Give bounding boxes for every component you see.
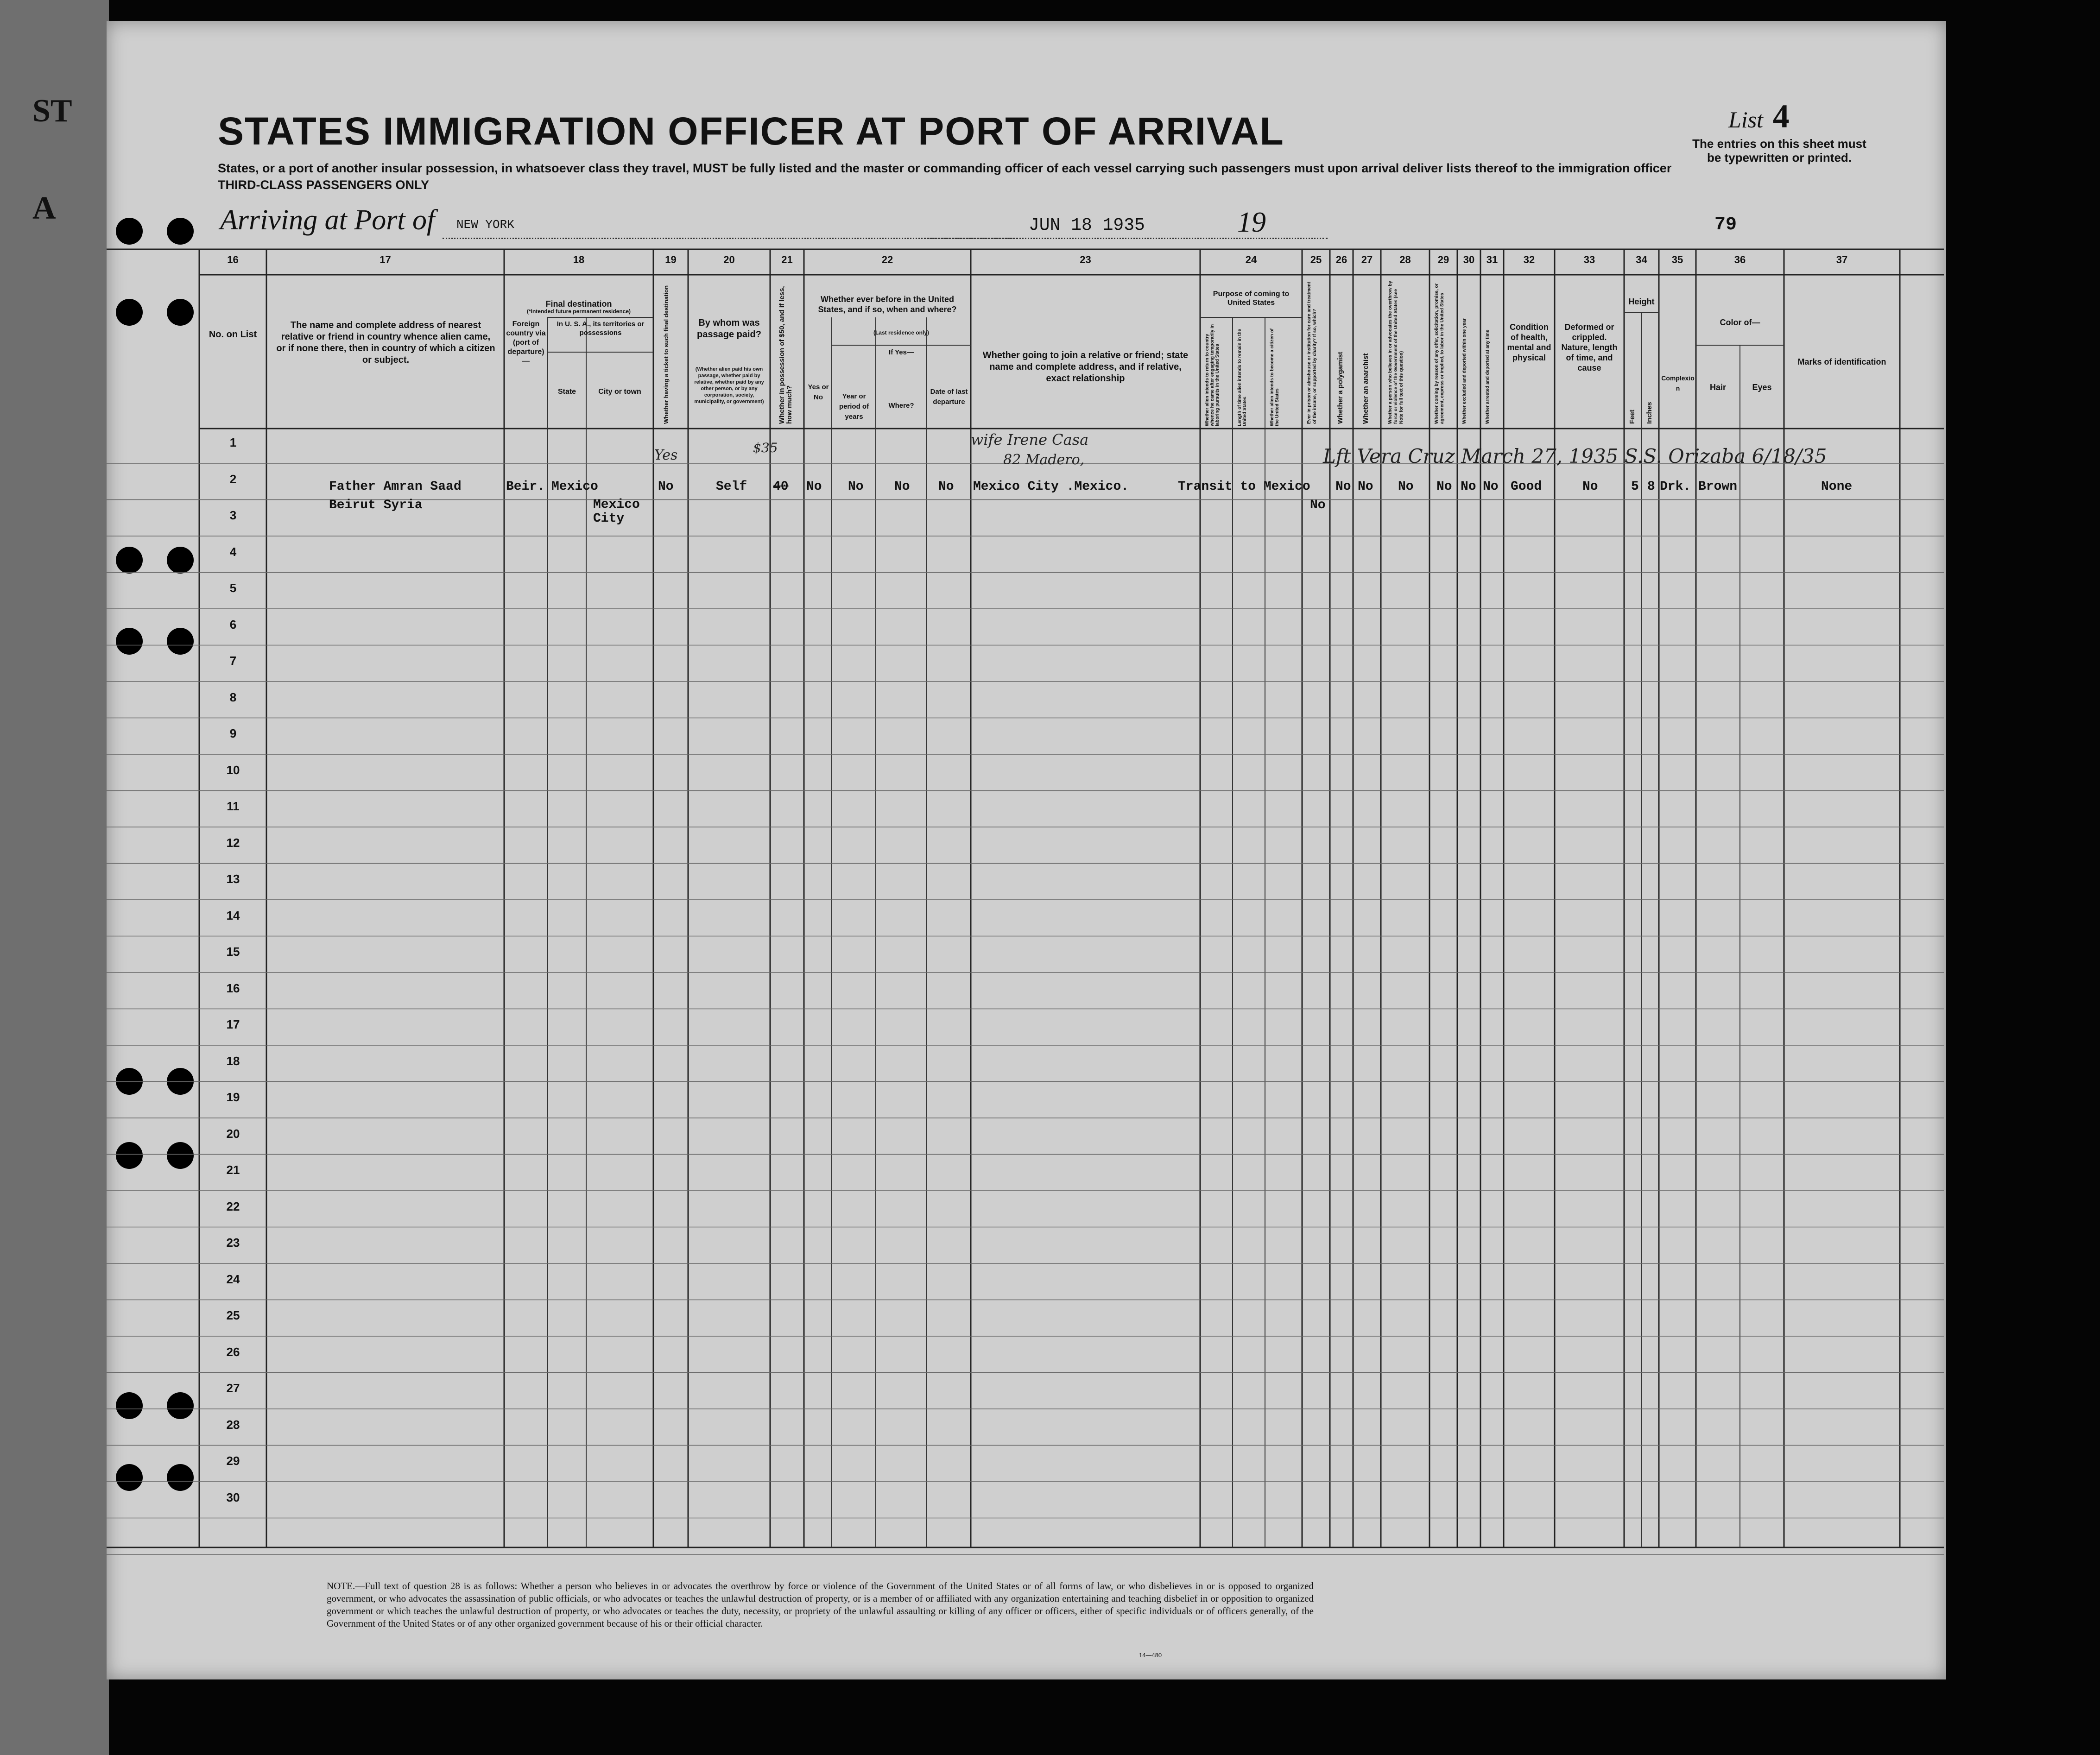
col-21-label: Whether in possession of $50, and if less, how much?	[778, 286, 793, 424]
col-18-usa: In U. S. A., its territories or possessions	[557, 320, 645, 337]
col-18-number: 18	[573, 254, 585, 265]
row-number: 3	[229, 508, 237, 522]
col-18-label: Final destination	[545, 299, 612, 309]
instructions-line-1: States, or a port of another insular possession, in whatsoever class they travel, MUST be fully listed and the master or commanding officer of each vessel carrying such passengers must upon arrival deliver lists thereof to the immigration officer	[218, 161, 1672, 175]
col-19-label: Whether having a ticket to such final destination	[663, 285, 670, 424]
money: 40	[773, 480, 789, 494]
col-34-number: 34	[1636, 254, 1647, 265]
row-number: 11	[227, 799, 240, 813]
height-feet: 5	[1631, 480, 1639, 494]
row-number: 23	[226, 1236, 240, 1250]
destination-city: Mexico City	[593, 498, 640, 526]
col-31-number: 31	[1486, 254, 1498, 265]
col-34-label: Height	[1628, 297, 1655, 306]
page-title: STATES IMMIGRATION OFFICER AT PORT OF ARRIVAL	[218, 109, 1284, 153]
col-36-label: Color of—	[1720, 318, 1760, 327]
row-number: 30	[226, 1490, 240, 1504]
row-number: 20	[226, 1126, 240, 1141]
col-36-number: 36	[1734, 254, 1746, 265]
col-22-ifyes: If Yes—	[889, 348, 914, 356]
row-number: 27	[226, 1381, 240, 1395]
col-17-label: The name and complete address of nearest relative or friend in country whence alien came, or if none there, then in country of which a citizen or subject.	[276, 320, 495, 365]
list-note: The entries on this sheet must be typewritten or printed.	[1692, 137, 1866, 164]
col-32-number: 32	[1523, 254, 1535, 265]
col-22-date: Date of last departure	[930, 388, 968, 406]
previous-page-edge	[0, 0, 109, 1755]
join-relative-handwritten-2: 82 Madero,	[1003, 452, 1085, 468]
arrival-date: JUN 18 1935	[1029, 215, 1145, 235]
col-30-number: 30	[1463, 254, 1475, 265]
previous-page-fragment: ST	[32, 93, 72, 129]
row-number: 14	[226, 908, 240, 922]
port-value: NEW YORK	[456, 218, 514, 232]
row-number: 8	[229, 690, 237, 704]
purpose-line-2: No	[1310, 498, 1326, 512]
join-relative: Mexico City .Mexico.	[973, 480, 1129, 494]
page-number: 79	[1714, 215, 1737, 235]
ever-before: No	[806, 480, 822, 494]
col-36-hair: Hair	[1709, 383, 1726, 392]
manifest-sheet	[107, 21, 1946, 1679]
row-number: 7	[229, 654, 237, 668]
col-37-label: Marks of identification	[1797, 357, 1886, 366]
col-22-yesno: Yes or No	[808, 383, 829, 401]
col-18-sub: (*Intended future permanent residence)	[526, 308, 631, 315]
marks: None	[1821, 480, 1853, 494]
row-number: 1	[229, 436, 237, 449]
table-grid	[107, 21, 1946, 1679]
col-34-inches: Inches	[1645, 402, 1653, 424]
col-18-state: State	[557, 388, 576, 396]
col-22-sub: (Last residence only)	[873, 329, 930, 336]
height-inches: 8	[1647, 480, 1655, 494]
col-26-label: Whether a polygamist	[1336, 352, 1344, 424]
relative-name: Father Amran Saad	[329, 480, 462, 494]
row-number: 29	[226, 1454, 240, 1468]
row-number: 2	[229, 472, 237, 486]
col-30-label: Whether excluded and deported within one year	[1462, 318, 1467, 424]
col-25-number: 25	[1310, 254, 1322, 265]
row-number: 4	[229, 544, 237, 559]
row-number: 10	[226, 763, 240, 777]
footer-note: NOTE.—Full text of question 28 is as follows: Whether a person who believes in or advocates the overthrow by force or violence of the Government of the United States or of all forms of law, or who disbelieves in or is opposed to organized government, or who advocates the assassination of public officials, or who advocates or teaches the unlawful destruction of property, or is a member of or affiliated with any organization entertaining and teaching disbelief in or opposition to organized government or which teaches the unlawful destruction of property, or who advocates or teaches the duty, necessity, or propriety of the unlawful assaulting or killing of any officer or officers, either of specific individuals or of officers generally, of the Government of the United States or of any other organized government because of his or their official character.	[327, 1580, 1314, 1629]
form-number: 14—480	[1139, 1652, 1162, 1659]
col-27-number: 27	[1361, 254, 1373, 265]
row-number: 6	[229, 617, 237, 631]
col-26-number: 26	[1335, 254, 1347, 265]
col-20-label: By whom was passage paid?	[697, 318, 761, 340]
row-number: 21	[226, 1163, 240, 1177]
row-number: 12	[226, 835, 240, 850]
col-25-label: Ever in prison or almshouse or institution for care and treatment of the insane, or supported by charity? If so, which?	[1307, 282, 1317, 424]
col-16-number: 16	[227, 254, 239, 265]
where: No	[894, 480, 910, 494]
col-24-v3: Whether alien intends to become a citizen of the United States	[1270, 328, 1280, 426]
col-18-foreign: Foreign country via (port of departure)—	[506, 320, 546, 365]
col-28-label: Whether a person who believes in or advocates the overthrow by force or violence of the Government of the United States (see Note for full text of this question)	[1388, 281, 1404, 424]
row-number: 9	[229, 726, 237, 740]
col-29-label: Whether coming by reason of any offer, solicitation, promise, or agreement, express or implied, to labor in the United States	[1434, 283, 1445, 424]
row-number: 19	[226, 1090, 240, 1104]
date-departure: No	[938, 480, 954, 494]
col-32-label: Condition of health, mental and physical	[1507, 322, 1551, 362]
relative-address: Beirut Syria	[329, 498, 423, 512]
money-handwritten: $35	[753, 440, 778, 455]
year-label: 19	[1237, 207, 1266, 238]
col-28-number: 28	[1399, 254, 1411, 265]
row-number: 28	[226, 1417, 240, 1432]
passage-paid: Self	[716, 480, 747, 494]
ticket: No	[658, 480, 674, 494]
col-18-city: City or town	[598, 388, 641, 396]
row-number: 17	[226, 1017, 240, 1031]
col-33-label: Deformed or crippled. Nature, length of time, and cause	[1561, 322, 1618, 372]
destination-state: Mexico	[551, 480, 598, 494]
purpose: Transit to Mexico	[1178, 480, 1310, 494]
col-36-eyes: Eyes	[1752, 383, 1772, 392]
col-27-label: Whether an anarchist	[1362, 353, 1370, 424]
col-33-number: 33	[1583, 254, 1595, 265]
col-20-number: 20	[723, 254, 735, 265]
handwritten-annotation: Lft Vera Cruz March 27, 1935 S.S. Orizaba 6/18/35	[1323, 445, 1827, 467]
col-35-number: 35	[1671, 254, 1683, 265]
col-31-label: Whether arrested and deported at any time	[1485, 329, 1490, 424]
list-label: List	[1728, 107, 1764, 133]
arriving-label: Arriving at Port of	[220, 204, 435, 236]
foreign-port: Beir.	[506, 480, 545, 494]
row-number: 22	[226, 1199, 240, 1213]
col-34-feet: Feet	[1628, 410, 1636, 424]
row-number: 13	[226, 872, 240, 886]
previous-page-fragment: A	[32, 190, 56, 226]
q28: No	[1436, 480, 1452, 494]
row-number: 25	[226, 1308, 240, 1322]
list-number-value: 4	[1772, 98, 1790, 135]
col-37-number: 37	[1836, 254, 1848, 265]
col-16-label: No. on List	[209, 329, 257, 340]
complexion: Drk.	[1660, 480, 1691, 494]
row-number: 15	[226, 945, 240, 959]
q30: No	[1483, 480, 1499, 494]
col-24-v2: Length of time alien intends to remain in the United States	[1237, 328, 1247, 426]
years: No	[848, 480, 864, 494]
col-22-years: Year or period of years	[839, 392, 869, 421]
deformed: No	[1582, 480, 1598, 494]
q29: No	[1461, 480, 1476, 494]
col-22-where: Where?	[888, 402, 914, 410]
col-35-label: Complexion	[1661, 374, 1695, 392]
prison: No	[1335, 480, 1351, 494]
health: Good	[1511, 480, 1542, 494]
col-23-number: 23	[1080, 254, 1091, 265]
row-number: 16	[226, 981, 240, 995]
anarchist: No	[1398, 480, 1414, 494]
col-24-number: 24	[1245, 254, 1257, 265]
col-21-number: 21	[781, 254, 793, 265]
hair: Brown	[1698, 480, 1738, 494]
col-20-sub: (Whether alien paid his own passage, whether paid by relative, whether paid by any other person, or by any corporation, society, municipality, or government)	[694, 366, 764, 404]
col-29-number: 29	[1437, 254, 1449, 265]
ticket-handwritten: Yes	[654, 447, 678, 463]
col-17-number: 17	[380, 254, 391, 265]
col-22-number: 22	[881, 254, 893, 265]
instructions-line-2: THIRD-CLASS PASSENGERS ONLY	[218, 178, 430, 192]
col-22-label: Whether ever before in the United States, and if so, when and where?	[818, 295, 957, 314]
row-number: 5	[229, 581, 237, 595]
row-number: 18	[226, 1054, 240, 1068]
row-number: 26	[226, 1345, 240, 1359]
col-24-v1: Whether alien intends to return to country whence he came after engaging temporarily in laboring pursuits in the United States	[1205, 324, 1220, 426]
col-19-number: 19	[665, 254, 677, 265]
join-relative-handwritten-1: wife Irene Casa	[971, 431, 1089, 448]
col-24-label: Purpose of coming to United States	[1213, 290, 1290, 307]
row-number: 24	[226, 1272, 240, 1286]
col-23-label: Whether going to join a relative or friend; state name and complete address, and if relative, exact relationship	[982, 350, 1189, 384]
polygamist: No	[1358, 480, 1373, 494]
